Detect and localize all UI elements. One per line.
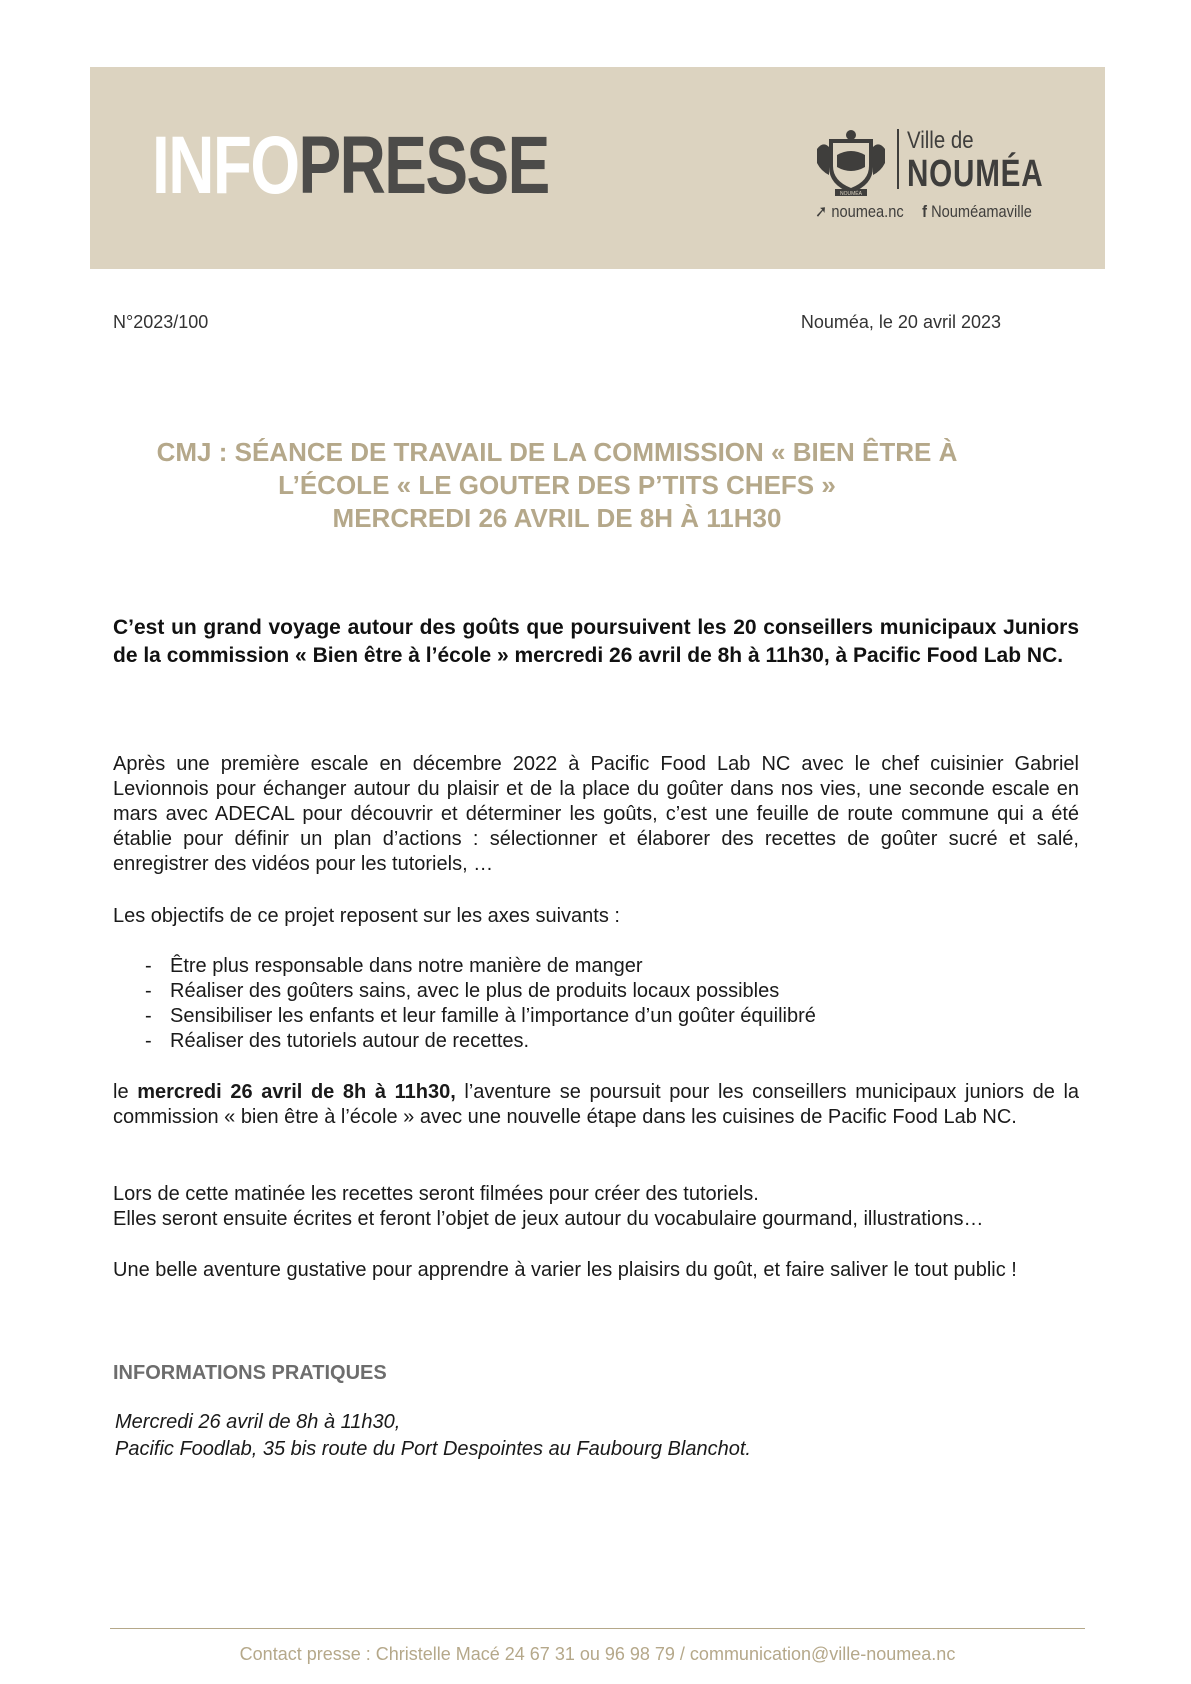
p4-line-2: Elles seront ensuite écrites et feront l’objet de jeux autour du vocabulaire gourmand, illustrations… xyxy=(113,1208,984,1230)
list-item: - Être plus responsable dans notre manière de manger xyxy=(145,954,816,979)
press-title xyxy=(113,436,1001,535)
body-paragraph-2: Les objectifs de ce projet reposent sur les axes suivants : xyxy=(113,905,620,927)
list-item: - Réaliser des goûters sains, avec le plus de produits locaux possibles xyxy=(145,979,816,1004)
noumea-crest-icon xyxy=(815,127,887,197)
svg-text:NOUMÉA: NOUMÉA xyxy=(840,191,862,197)
arrow-icon: ➚ xyxy=(815,202,828,221)
objectives-list xyxy=(145,954,816,1054)
body-paragraph-4 xyxy=(113,1182,1079,1232)
press-reference: N°2023/100 xyxy=(113,312,209,332)
logo-social-links xyxy=(815,202,1032,222)
logo-divider xyxy=(897,129,899,189)
lead-paragraph: C’est un grand voyage autour des goûts que poursuivent les 20 conseillers municipaux Juniors de la commission « Bien être à l’école » mercredi 26 avril de 8h à 11h30, à Pacific Food Lab NC. xyxy=(113,616,1079,667)
body-paragraph-1: Après une première escale en décembre 2022 à Pacific Food Lab NC avec le chef cuisinier Gabriel Levionnois pour échanger autour du plaisir et de la place du goûter dans nos vies, une seconde escale en mars avec ADECAL pour découvrir et déterminer les goûts, c’est une feuille de route commune qui a été établie pour définir un plan d’actions : sélectionner et élaborer des recettes de goûter sucré et salé, enregistrer des vidéos pour les tutoriels, … xyxy=(113,753,1079,875)
footer-contact: Contact presse : Christelle Macé 24 67 31 ou 96 98 79 / communication@ville-noumea.nc xyxy=(239,1644,956,1664)
p4-line-1: Lors de cette matinée les recettes seront filmées pour créer des tutoriels. xyxy=(113,1183,759,1205)
brand-presse-text: PRESSE xyxy=(298,120,549,211)
ville-de-noumea-logo xyxy=(815,127,1065,221)
info-presse-logo xyxy=(152,120,549,211)
press-date: Nouméa, le 20 avril 2023 xyxy=(800,312,1001,332)
header-banner xyxy=(90,67,1105,269)
logo-noumea: NOUMÉA xyxy=(907,153,1044,195)
body-paragraph-5: Une belle aventure gustative pour apprendre à varier les plaisirs du goût, et faire saliver le tout public ! xyxy=(113,1259,1017,1281)
body-paragraph-3 xyxy=(113,1080,1079,1130)
list-item: - Sensibiliser les enfants et leur famille à l’importance d’un goûter équilibré xyxy=(145,1004,816,1029)
facebook-link[interactable]: Nouméamaville xyxy=(931,202,1032,221)
brand-info-text: INFO xyxy=(152,120,299,211)
info-line-2: Pacific Foodlab, 35 bis route du Port Despointes au Faubourg Blanchot. xyxy=(115,1438,751,1460)
info-heading: INFORMATIONS PRATIQUES xyxy=(113,1362,387,1384)
website-link[interactable]: noumea.nc xyxy=(831,202,904,221)
p3-prefix: le xyxy=(113,1081,138,1103)
info-details xyxy=(115,1409,751,1463)
logo-ville-de: Ville de xyxy=(907,127,974,154)
info-line-1: Mercredi 26 avril de 8h à 11h30, xyxy=(115,1411,401,1433)
p3-bold-date: mercredi 26 avril de 8h à 11h30, xyxy=(137,1081,456,1103)
facebook-icon: f xyxy=(922,202,928,221)
list-item: - Réaliser des tutoriels autour de recettes. xyxy=(145,1029,816,1054)
title-line-2: L’ÉCOLE « LE GOUTER DES P’TITS CHEFS » xyxy=(278,470,836,500)
footer-divider xyxy=(110,1628,1085,1629)
p3-rest: l’aventure se poursuit pour les conseillers municipaux juniors de la commission « bien être à l’école » avec une nouvelle étape dans les cuisines de Pacific Food Lab NC. xyxy=(113,1081,1080,1128)
title-line-1: CMJ : SÉANCE DE TRAVAIL DE LA COMMISSION « BIEN ÊTRE À xyxy=(156,437,958,467)
title-line-3: MERCREDI 26 AVRIL DE 8H À 11H30 xyxy=(332,503,782,533)
